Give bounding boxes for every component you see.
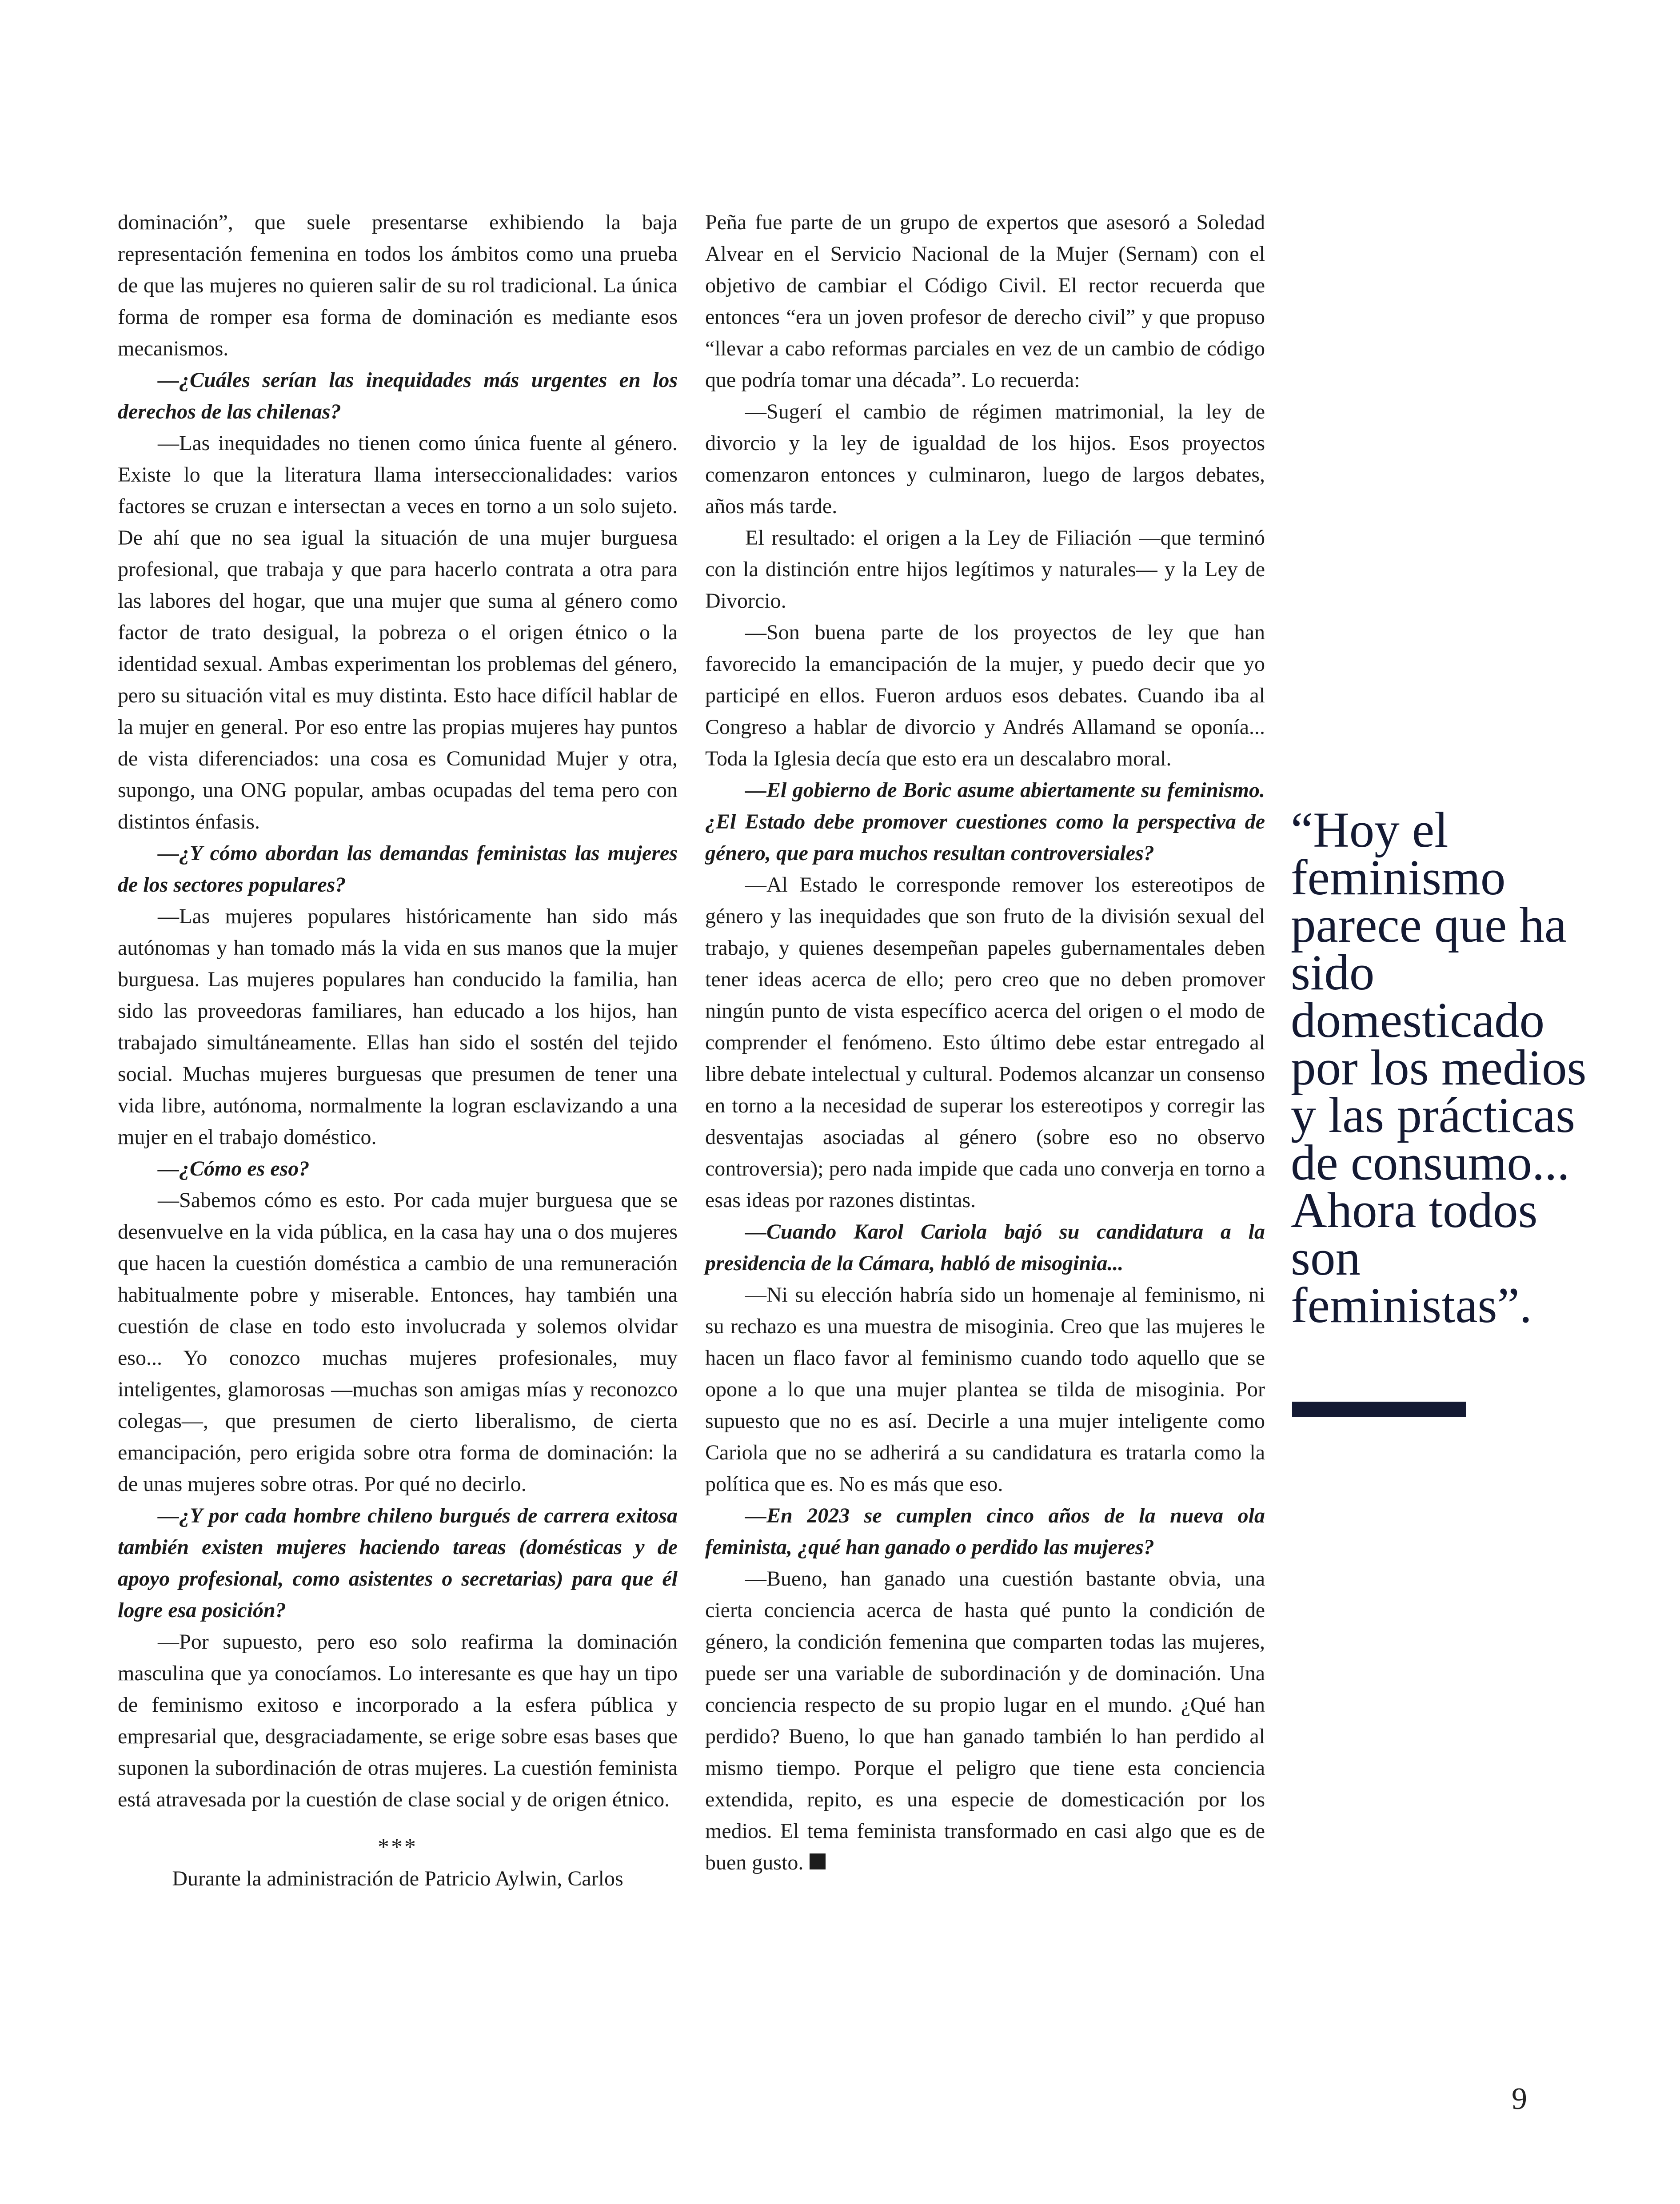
paragraph: —Al Estado le corresponde remover los estereotipos de género y las inequidades que son fruto de la división sexual del trabajo, y quienes desempeñan papeles gubernamentales deben tener ideas acerca de ello; pero creo que no deben promover ningún punto de vista específico acerca del origen o el modo de comprender el fenómeno. Esto último debe estar entregado al libre debate intelectual y cultural. Podemos alcanzar un consenso en torno a la necesidad de superar los estereotipos y corregir las desventajas asociadas al género (sobre eso no observo controversia); pero nada impide que cada uno converja en torno a esas ideas por razones distintas. [705,873,1265,1212]
paragraph: El resultado: el origen a la Ley de Filiación —que terminó con la distinción entre hijos legítimos y naturales— y la Ley de Divorcio. [705,526,1265,613]
paragraph: —Sugerí el cambio de régimen matrimonial, la ley de divorcio y la ley de igualdad de los hijos. Esos proyectos comenzaron entonces y culminaron, luego de largos debates, años más tarde. [705,400,1265,518]
interview-question: —¿Cómo es eso? [158,1157,310,1180]
interview-question: —En 2023 se cumplen cinco años de la nueva ola feminista, ¿qué han ganado o perdido las mujeres? [705,1504,1265,1559]
paragraph: dominación”, que suele presentarse exhibiendo la baja representación femenina en todos los ámbitos como una prueba de que las mujeres no quieren salir de su rol tradicional. La única forma de romper esa forma de dominación es mediante esos mecanismos. [118,211,678,360]
interview-question: —¿Cuáles serían las inequidades más urgentes en los derechos de las chilenas? [118,368,678,423]
section-break: *** [378,1834,418,1860]
paragraph: Peña fue parte de un grupo de expertos que asesoró a Soledad Alvear en el Servicio Nacional de la Mujer (Sernam) con el objetivo de cambiar el Código Civil. El rector recuerda que entonces “era un joven profesor de derecho civil” y que propuso “llevar a cabo reformas parciales en vez de un cambio de código que podría tomar una década”. Lo recuerda: [705,211,1265,392]
pull-quote: “Hoy el feminismo parece que ha sido domesticado por los medios y las prácticas de consumo... Ahora todos son feministas”. [1291,802,1587,1333]
paragraph: —Por supuesto, pero eso solo reafirma la dominación masculina que ya conocíamos. Lo interesante es que hay un tipo de feminismo exitoso e incorporado a la esfera pública y empresarial que, desgraciadamente, se erige sobre esas bases que suponen la subordinación de otras mujeres. La cuestión feminista está atravesada por la cuestión de clase social y de origen étnico. [118,1630,678,1811]
paragraph: —Ni su elección habría sido un homenaje al feminismo, ni su rechazo es una muestra de misoginia. Creo que las mujeres le hacen un flaco favor al feminismo cuando todo aquello que se opone a lo que una mujer plantea se tilda de misoginia. Por supuesto que no es así. Decirle a una mujer inteligente como Cariola que no se adherirá a su candidatura es tratarla como la política que es. No es más que eso. [705,1283,1265,1496]
paragraph: Durante la administración de Patricio Aylwin, Carlos [172,1867,623,1890]
interview-question: —¿Y cómo abordan las demandas feministas las mujeres de los sectores populares? [118,841,678,897]
paragraph: —Sabemos cómo es esto. Por cada mujer burguesa que se desenvuelve en la vida pública, en la casa hay una o dos mujeres que hacen la cuestión doméstica a cambio de una remuneración habitualmente pobre y miserable. Entonces, hay también una cuestión de clase en todo esto involucrada y solemos olvidar eso... Yo conozco muchas mujeres profesionales, muy inteligentes, glamorosas —muchas son amigas mías y reconozco colegas—, que presumen de cierto liberalismo, de cierta emancipación, pero erigida sobre otra forma de dominación: la de unas mujeres sobre otras. Por qué no decirlo. [118,1188,678,1496]
article-column-right [705,207,1265,1878]
paragraph: —Bueno, han ganado una cuestión bastante obvia, una cierta conciencia acerca de hasta qué punto la condición de género, la condición femenina que comparten todas las mujeres, puede ser una variable de subordinación y de dominación. Una conciencia respecto de su propio lugar en el mundo. ¿Qué han perdido? Bueno, lo que han ganado también lo han perdido al mismo tiempo. Porque el peligro que tiene esta conciencia extendida, repito, es una especie de domesticación por los medios. El tema feminista transformado en casi algo que es de buen gusto. [705,1567,1265,1874]
paragraph: —Las mujeres populares históricamente han sido más autónomas y han tomado más la vida en sus manos que la mujer burguesa. Las mujeres populares han conducido la familia, han sido las proveedoras familiares, han educado a los hijos, han trabajado simultáneamente. Ellas han sido el sostén del tejido social. Muchas mujeres burguesas que presumen de tener una vida libre, autónoma, normalmente la logran esclavizando a una mujer en el trabajo doméstico. [118,905,678,1149]
pull-quote-rule [1292,1402,1466,1417]
interview-question: —El gobierno de Boric asume abiertamente su feminismo. ¿El Estado debe promover cuestiones como la perspectiva de género, que para muchos resultan controversiales? [705,778,1265,865]
paragraph: —Las inequidades no tienen como única fuente al género. Existe lo que la literatura llama interseccionalidades: varios factores se cruzan e intersectan a veces en torno a un solo sujeto. De ahí que no sea igual la situación de una mujer burguesa profesional, que trabaja y que para hacerlo contrata a otra para las labores del hogar, que una mujer que suma al género como factor de trato desigual, la pobreza o el origen étnico o la identidad sexual. Ambas experimentan los problemas del género, pero su situación vital es muy distinta. Esto hace difícil hablar de la mujer en general. Por eso entre las propias mujeres hay puntos de vista diferenciados: una cosa es Comunidad Mujer y otra, supongo, una ONG popular, ambas ocupadas del tema pero con distintos énfasis. [118,431,678,833]
end-of-article-mark [810,1853,826,1869]
interview-question: —¿Y por cada hombre chileno burgués de carrera exitosa también existen mujeres haciendo tareas (domésticas y de apoyo profesional, como asistentes o secretarias) para que él logre esa posición? [118,1504,678,1622]
page-number: 9 [1512,2082,1527,2116]
interview-question: —Cuando Karol Cariola bajó su candidatura a la presidencia de la Cámara, habló de misoginia... [705,1220,1265,1275]
paragraph: —Son buena parte de los proyectos de ley que han favorecido la emancipación de la mujer, y puedo decir que yo participé en ellos. Fueron arduos esos debates. Cuando iba al Congreso a hablar de divorcio y Andrés Allamand se oponía... Toda la Iglesia decía que esto era un descalabro moral. [705,621,1265,770]
article-column-left [118,207,678,1894]
